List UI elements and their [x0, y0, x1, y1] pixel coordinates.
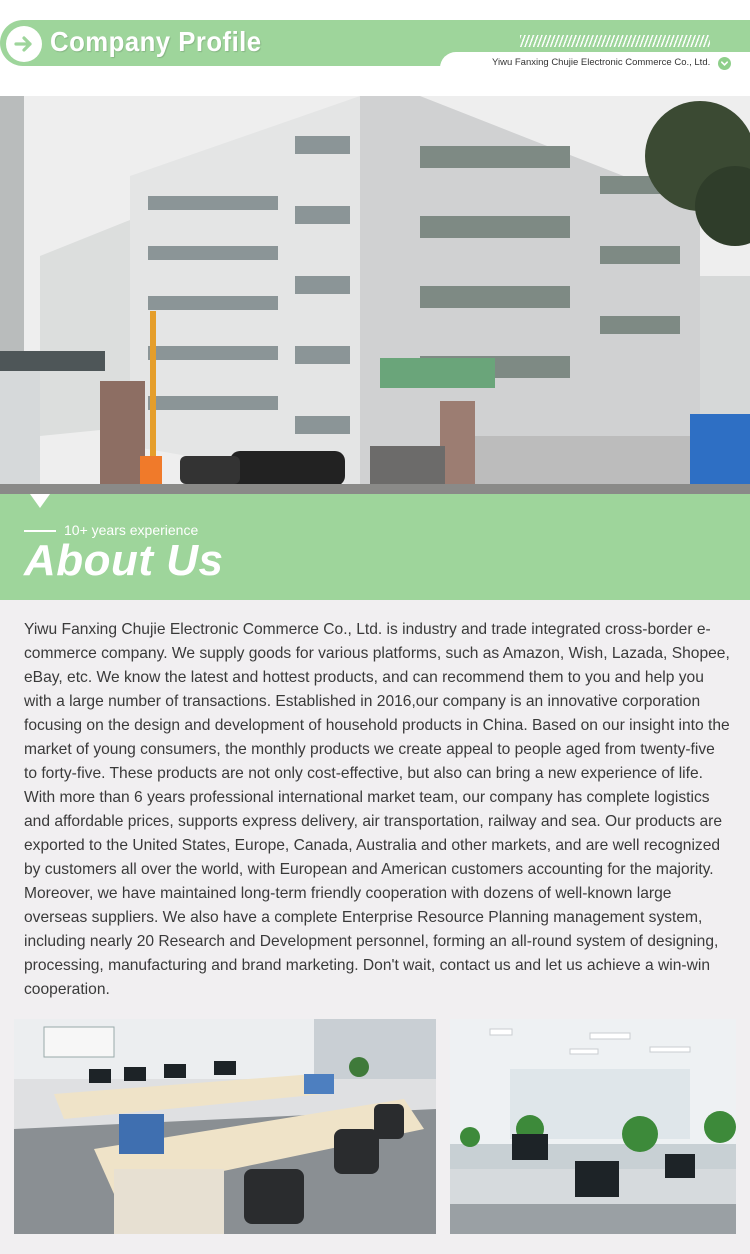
company-profile-header [0, 0, 750, 96]
experience-tagline: 10+ years experience [64, 522, 199, 538]
about-us-title: About Us [24, 536, 224, 585]
arrow-right-icon [6, 26, 42, 62]
header-title: Company Profile [50, 26, 262, 57]
decorative-stripes [520, 35, 710, 47]
chevron-down-icon [718, 57, 731, 70]
about-description: Yiwu Fanxing Chujie Electronic Commerce Co., Ltd. is industry and trade integrated cross-border e-commerce company. We supply goods for various platforms, such as Amazon, Wish, Lazada, Shopee, eBay, etc. We know the latest and hottest products, and can recommend them to you and help you with a large number of transactions. Established in 2016,our company is an innovative corporation focusing on the design and development of household products in China. Based on our insight into the market of young consumers, the monthly products we create appeal to people aged from twenty-five to forty-five. These products are not only cost-effective, but also can bring a new experience of life. With more than 6 years professional international market team, our company has complete logistics and affordable prices, supports express delivery, air transportation, railway and sea. Our products are exported to the United States, Europe, Canada, Australia and other markets, and are well recognized by customers all over the world, with European and American customers accounting for the majority. Moreover, we have maintained long-term friendly cooperation with dozens of well-known large overseas suppliers. We also have a complete Enterprise Resource Planning management system, including nearly 20 Research and Development personnel, forming an all-round system of designing, processing, manufacturing and brand marketing. Don't wait, contact us and let us achieve a win-win cooperation. [24, 621, 730, 998]
office-photo-workstations [14, 1019, 436, 1234]
banner-notch [30, 494, 50, 508]
company-name: Yiwu Fanxing Chujie Electronic Commerce Co., Ltd. [492, 57, 711, 68]
experience-divider [24, 530, 56, 532]
company-building-photo [0, 96, 750, 494]
office-photo-open-plan [450, 1019, 736, 1234]
